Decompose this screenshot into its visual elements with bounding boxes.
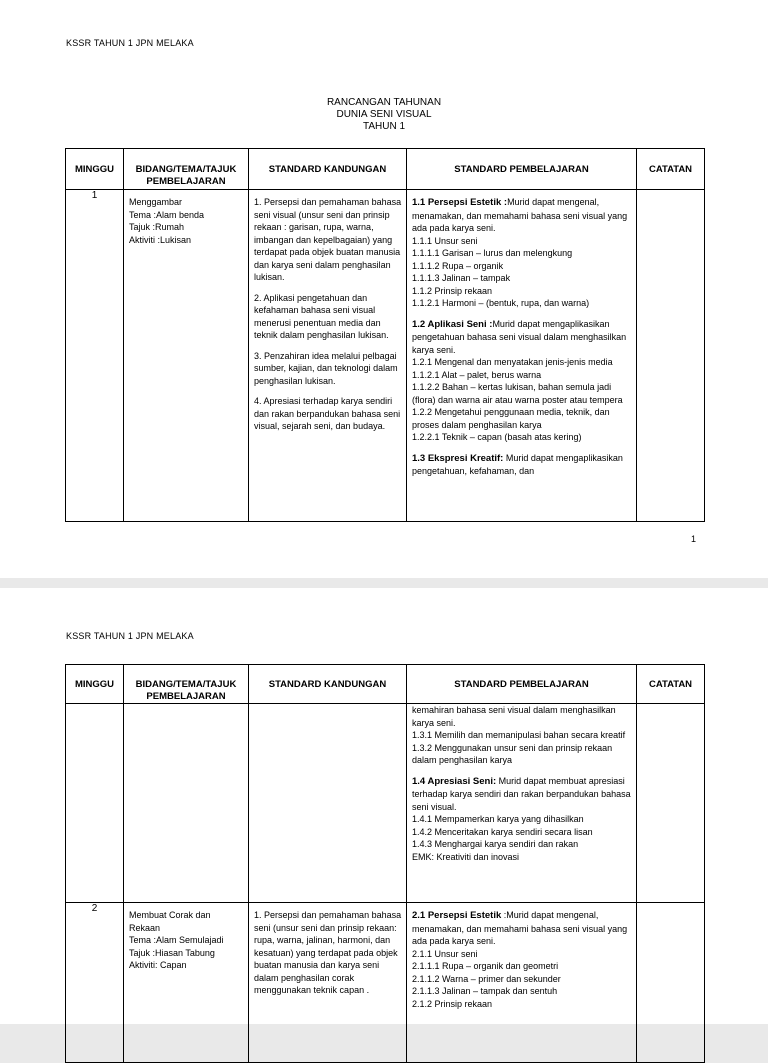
section-heading: 1.3 Ekspresi Kreatif: (412, 452, 504, 464)
section-heading: 1.4 Apresiasi Seni: (412, 775, 497, 787)
list-item: 1.2.1 Mengenal dan menyatakan jenis-jenis media (412, 357, 613, 367)
col-catatan: CATATAN (637, 149, 705, 190)
kandungan-item: 2. Aplikasi pengetahuan dan kefahaman bahasa seni visual menerusi penentuan media dan teknik dalam penghasilan lukisan. (254, 292, 389, 340)
kandungan-item: 1. Persepsi dan pemahaman bahasa seni visual (unsur seni dan prinsip rekaan : garisan, rupa, warna, imbangan dan kepelbagaian) yang terdapat pada objek buatan manusia dan karya seni dalam penghasilan lukisan. (254, 197, 402, 282)
col-minggu: MINGGU (66, 665, 124, 704)
list-item: 1.1.1.2 Rupa – organik (412, 260, 504, 271)
section-1-3 (412, 452, 632, 478)
col-kandungan: STANDARD KANDUNGAN (249, 149, 407, 190)
minggu-cell: 1 (66, 190, 124, 522)
page-gap (0, 578, 768, 588)
bidang-line: Aktiviti: Capan (129, 960, 187, 970)
section-heading: 2.1 Persepsi Estetik (412, 910, 502, 921)
list-item: kemahiran bahasa seni visual dalam menghasilkan karya seni. (412, 705, 616, 728)
col-pembelajaran: STANDARD PEMBELAJARAN (407, 149, 637, 190)
list-item: 1.1.2.2 Bahan – kertas lukisan, bahan semula jadi (flora) dan warna air atau warna poster atau tempera (412, 382, 623, 405)
kandungan-cell (249, 190, 407, 522)
bidang-line: Aktiviti :Lukisan (129, 234, 192, 245)
pembelajaran-cell (407, 903, 637, 1063)
section-2-1 (412, 909, 632, 948)
col-bidang: BIDANG/TEMA/TAJUK PEMBELAJARAN (124, 665, 249, 704)
list-item: 1.1.1.1 Garisan – lurus dan melengkung (412, 248, 573, 258)
section-text: :Murid dapat mengenal, menamakan, dan memahami bahasa seni visual yang ada pada karya seni. (412, 910, 628, 946)
list-item: 1.4.2 Menceritakan karya sendiri secara lisan (412, 826, 593, 837)
list-item: 1.2.2.1 Teknik – capan (basah atas kering) (412, 432, 582, 442)
col-kandungan: STANDARD KANDUNGAN (249, 665, 407, 704)
section-heading: 1.1 Persepsi Estetik : (412, 197, 508, 208)
title-line-2: DUNIA SENI VISUAL (336, 109, 432, 120)
col-pembelajaran: STANDARD PEMBELAJARAN (407, 665, 637, 704)
col-bidang: BIDANG/TEMA/TAJUK PEMBELAJARAN (124, 149, 249, 190)
catatan-cell (637, 190, 705, 522)
col-minggu: MINGGU (66, 149, 124, 190)
minggu-cell: 2 (66, 903, 124, 1063)
section-text: Murid dapat membuat apresiasi terhadap karya sendiri dan rakan berpandukan bahasa seni visual. (412, 775, 631, 812)
pembelajaran-cell (407, 704, 637, 903)
bidang-line: Tema :Alam benda (129, 209, 205, 220)
catatan-cell (637, 704, 705, 903)
list-item: 1.4.1 Mempamerkan karya yang dihasilkan (412, 814, 584, 824)
kandungan-cell (249, 704, 407, 903)
section-1-2 (412, 318, 632, 357)
section-text: Murid dapat mengaplikasikan pengetahuan bahasa seni visual dalam menghasilkan karya seni. (412, 318, 627, 355)
bidang-line: Menggambar (129, 197, 183, 207)
list-item: 1.1.2.1 Alat – palet, berus warna (412, 369, 542, 380)
document-title (0, 97, 768, 133)
col-catatan: CATATAN (637, 665, 705, 704)
pembelajaran-cell (407, 190, 637, 522)
catatan-cell (637, 903, 705, 1063)
table-header-row (66, 149, 705, 190)
plan-table (65, 664, 705, 1063)
page-header: KSSR TAHUN 1 JPN MELAKA (66, 38, 194, 48)
title-line-1: RANCANGAN TAHUNAN (326, 97, 442, 108)
title-line-3: TAHUN 1 (362, 121, 406, 132)
section-text: Murid dapat mengaplikasikan pengetahuan, kefahaman, dan (412, 452, 623, 476)
list-item: 2.1.2 Prinsip rekaan (412, 998, 493, 1009)
kandungan-cell (249, 903, 407, 1063)
section-text: Murid dapat mengenal, menamakan, dan memahami bahasa seni visual yang ada pada karya seni. (412, 197, 628, 233)
kandungan-item: 1. Persepsi dan pemahaman bahasa seni (unsur seni dan prinsip rekaan: rupa, warna, jalinan, harmoni, dan kesatuan) yang terdapat pada objek buatan manusia dan karya seni dalam penghasilan corak menggunakan teknik capan . (254, 910, 402, 995)
list-item: 2.1.1.2 Warna – primer dan sekunder (412, 973, 561, 984)
section-heading: 1.2 Aplikasi Seni : (412, 318, 493, 330)
list-item: 1.3.1 Memilih dan memanipulasi bahan secara kreatif (412, 730, 626, 740)
bidang-line: Tema :Alam Semulajadi (129, 935, 224, 945)
bidang-cell (124, 704, 249, 903)
table-row (66, 903, 705, 1063)
list-item: 1.1.1 Unsur seni (412, 235, 478, 246)
list-item: 2.1.1.3 Jalinan – tampak dan sentuh (412, 986, 558, 996)
list-item: 1.1.1.3 Jalinan – tampak (412, 273, 511, 283)
kandungan-item: 4. Apresiasi terhadap karya sendiri dan rakan berpandukan bahasa seni visual, sejarah seni, dan budaya. (254, 396, 401, 431)
minggu-cell (66, 704, 124, 903)
list-item: 1.3.2 Menggunakan unsur seni dan prinsip rekaan dalam penghasilan karya (412, 742, 613, 765)
bidang-cell (124, 190, 249, 522)
page-number: 1 (690, 534, 696, 544)
list-item: EMK: Kreativiti dan inovasi (412, 851, 520, 862)
page-header: KSSR TAHUN 1 JPN MELAKA (66, 631, 194, 641)
bidang-line: Membuat Corak dan Rekaan (129, 910, 211, 933)
bidang-cell (124, 903, 249, 1063)
list-item: 2.1.1.1 Rupa – organik dan geometri (412, 961, 559, 971)
plan-table (65, 148, 705, 522)
kandungan-item: 3. Penzahiran idea melalui pelbagai sumber, kajian, dan teknologi dalam penghasilan lukisan. (254, 350, 398, 386)
table-row (66, 704, 705, 903)
list-item: 2.1.1 Unsur seni (412, 948, 478, 959)
list-item: 1.4.3 Menghargai karya sendiri dan rakan (412, 839, 579, 849)
list-item: 1.2.2 Mengetahui penggunaan media, teknik, dan proses dalam penghasilan karya (412, 407, 610, 430)
bidang-line: Tajuk :Rumah (129, 222, 185, 232)
section-1-1 (412, 196, 632, 235)
table-row (66, 190, 705, 522)
section-1-4 (412, 775, 632, 814)
list-item: 1.1.2.1 Harmoni – (bentuk, rupa, dan warna) (412, 298, 590, 308)
document-page-2 (0, 588, 768, 1024)
bidang-line: Tajuk :Hiasan Tabung (129, 947, 215, 958)
table-header-row (66, 665, 705, 704)
list-item: 1.1.2 Prinsip rekaan (412, 285, 493, 296)
